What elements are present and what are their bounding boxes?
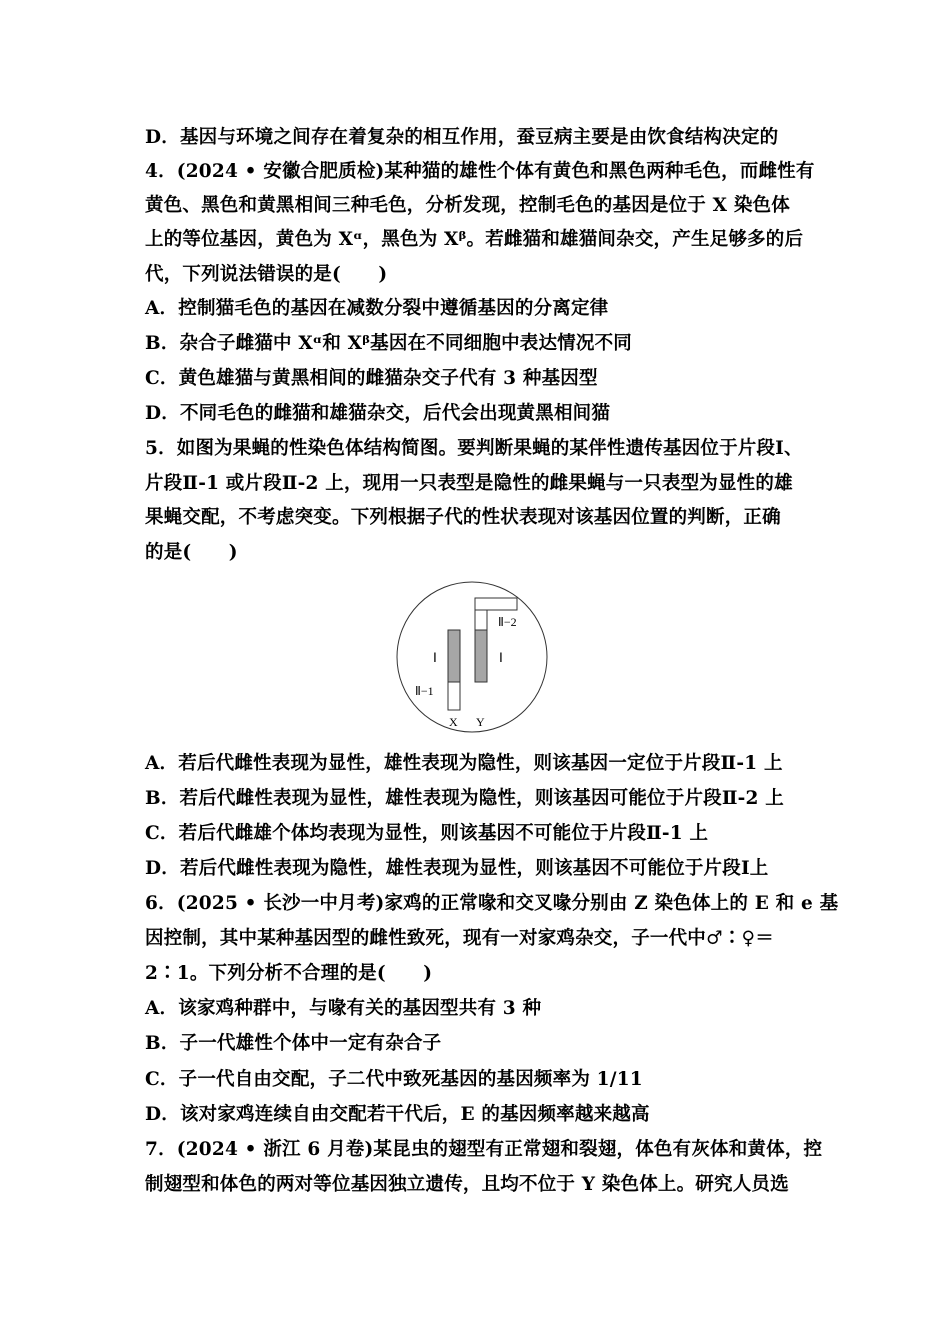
x-segment-II-1 xyxy=(448,682,460,710)
text-line: D．该对家鸡连续自由交配若干代后，E 的基因频率越来越高 xyxy=(145,1104,650,1125)
text-line: D．不同毛色的雌猫和雄猫杂交，后代会出现黄黑相间猫 xyxy=(145,403,611,424)
text-line: 5．如图为果蝇的性染色体结构简图。要判断果蝇的某伴性遗传基因位于片段Ⅰ、 xyxy=(145,438,803,459)
text-line: B．杂合子雌猫中 Xᵅ和 Xᵝ基因在不同细胞中表达情况不同 xyxy=(145,333,632,354)
text-line: 2∶1。下列分析不合理的是( ) xyxy=(145,963,433,984)
text-line: 上的等位基因，黄色为 Xᵅ，黑色为 Xᵝ。若雌猫和雄猫间杂交，产生足够多的后 xyxy=(145,229,804,250)
text-line: 果蝇交配，不考虑突变。下列根据子代的性状表现对该基因位置的判断，正确 xyxy=(145,507,781,528)
text-line: C．子一代自由交配，子二代中致死基因的基因频率为 1/11 xyxy=(145,1069,643,1090)
text-line: C．黄色雄猫与黄黑相间的雌猫杂交子代有 3 种基因型 xyxy=(145,368,598,389)
sex-chromosome-diagram xyxy=(395,578,550,738)
text-line: 片段Ⅱ-1 或片段Ⅱ-2 上，现用一只表型是隐性的雌果蝇与一只表型为显性的雄 xyxy=(145,473,793,494)
label-x: X xyxy=(449,715,458,729)
text-line: 7．(2024 • 浙江 6 月卷)某昆虫的翅型有正常翅和裂翅，体色有灰体和黄体，控 xyxy=(145,1139,823,1160)
label-segment-I-y: Ⅰ xyxy=(499,650,503,665)
label-segment-I-x: Ⅰ xyxy=(433,650,437,665)
diagram-circle xyxy=(397,582,547,732)
text-line: 的是( ) xyxy=(145,542,238,563)
label-y: Y xyxy=(476,715,485,729)
x-segment-I xyxy=(448,630,460,682)
y-segment-I xyxy=(475,630,487,682)
text-line: 制翅型和体色的两对等位基因独立遗传，且均不位于 Y 染色体上。研究人员选 xyxy=(145,1174,789,1195)
text-line: 6．(2025 • 长沙一中月考)家鸡的正常喙和交叉喙分别由 Z 染色体上的 E 和 e 基 xyxy=(145,893,839,914)
label-II-2: Ⅱ−2 xyxy=(498,615,517,629)
label-II-1: Ⅱ−1 xyxy=(415,684,434,698)
text-line: B．子一代雄性个体中一定有杂合子 xyxy=(145,1033,442,1054)
text-line: C．若后代雌雄个体均表现为显性，则该基因不可能位于片段Ⅱ-1 上 xyxy=(145,823,709,844)
text-line: 黄色、黑色和黄黑相间三种毛色，分析发现，控制毛色的基因是位于 X 染色体 xyxy=(145,195,790,216)
text-line: D．若后代雌性表现为隐性，雄性表现为显性，则该基因不可能位于片段Ⅰ上 xyxy=(145,858,769,879)
text-line: 4．(2024 • 安徽合肥质检)某种猫的雄性个体有黄色和黑色两种毛色，而雌性有 xyxy=(145,161,815,182)
text-line: D．基因与环境之间存在着复杂的相互作用，蚕豆病主要是由饮食结构决定的 xyxy=(145,127,779,148)
text-line: 因控制，其中某种基因型的雌性致死，现有一对家鸡杂交，子一代中♂∶♀＝ xyxy=(145,928,774,949)
y-segment-II-2 xyxy=(475,610,487,630)
text-line: A．该家鸡种群中，与喙有关的基因型共有 3 种 xyxy=(145,998,542,1019)
text-line: A．若后代雌性表现为显性，雄性表现为隐性，则该基因一定位于片段Ⅱ-1 上 xyxy=(145,753,783,774)
text-line: 代，下列说法错误的是( ) xyxy=(145,264,388,285)
text-line: B．若后代雌性表现为显性，雄性表现为隐性，则该基因可能位于片段Ⅱ-2 上 xyxy=(145,788,784,809)
text-line: A．控制猫毛色的基因在减数分裂中遵循基因的分离定律 xyxy=(145,298,609,319)
y-top-bar xyxy=(475,598,517,610)
